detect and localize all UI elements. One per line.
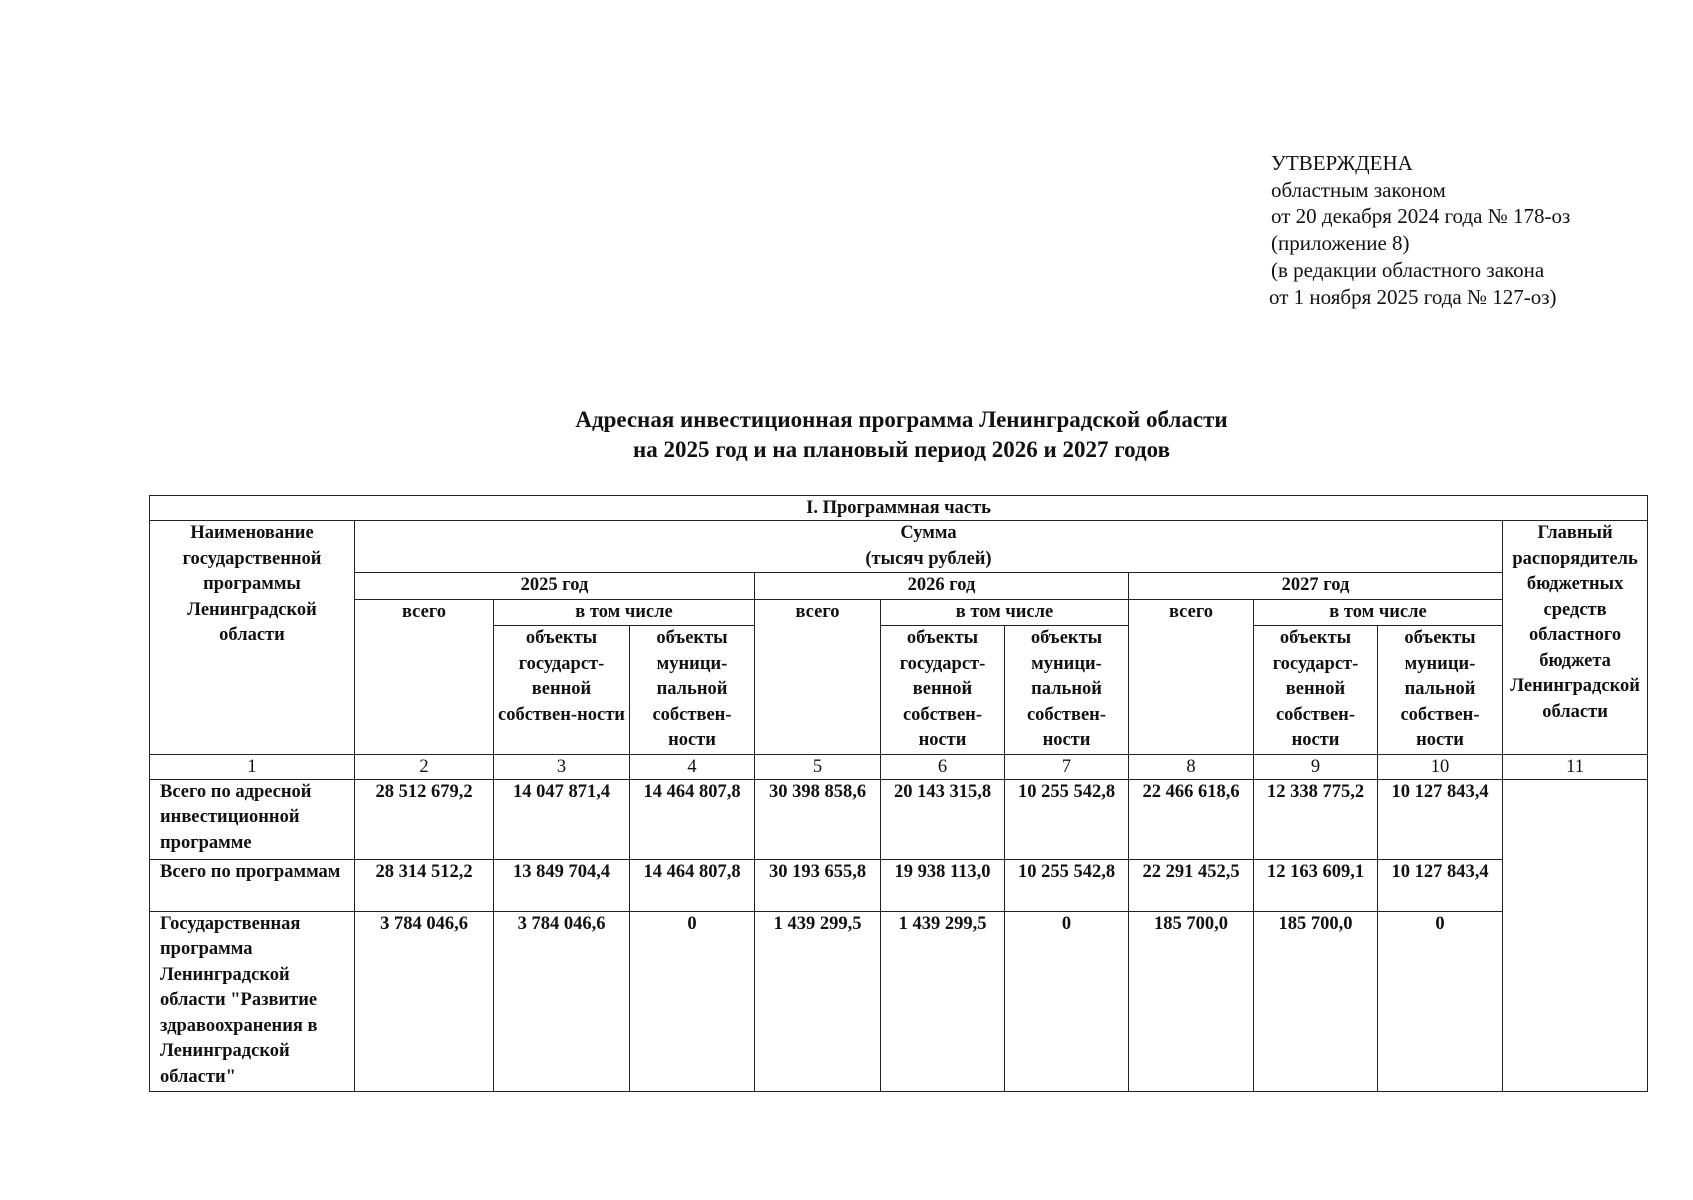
column-number: 6 [881,754,1005,779]
approval-line: областным законом [1271,177,1446,202]
header-municipal-objects: объекты муници-пальной собствен-ности [1005,626,1129,755]
row-name: Государственная программа Ленинградской области "Развитие здравоохранения в Ленинградской области" [150,911,355,1091]
header-state-objects: объекты государст-венной собствен-ности [881,626,1005,755]
header-municipal-objects: объекты муници-пальной собствен-ности [630,626,755,755]
row-value: 3 784 046,6 [355,911,494,1091]
row-value: 1 439 299,5 [755,911,881,1091]
row-value: 30 398 858,6 [755,779,881,859]
column-numbers-row [150,754,1648,779]
header-year: 2025 год [355,573,755,600]
table-row [150,911,1648,1091]
row-value: 22 466 618,6 [1129,779,1254,859]
header-municipal-objects: объекты муници-пальной собствен-ности [1378,626,1503,755]
row-value: 14 464 807,8 [630,779,755,859]
approval-stamp [1271,150,1570,310]
row-value: 1 439 299,5 [881,911,1005,1091]
row-value: 0 [630,911,755,1091]
header-year: 2027 год [1129,573,1503,600]
row-value: 10 255 542,8 [1005,779,1129,859]
title-line: на 2025 год и на плановый период 2026 и 2027 годов [633,437,1170,462]
main-manager-cell [1503,779,1648,1091]
header-state-objects: объекты государст-венной собствен-ности [494,626,630,755]
row-value: 0 [1378,911,1503,1091]
header-total: всего [355,599,494,754]
row-value: 10 255 542,8 [1005,859,1129,911]
column-number: 4 [630,754,755,779]
document-title [0,405,1693,465]
row-value: 22 291 452,5 [1129,859,1254,911]
row-value: 14 047 871,4 [494,779,630,859]
row-value: 185 700,0 [1129,911,1254,1091]
approval-line: от 1 ноября 2025 года № 127-оз) [1269,284,1557,309]
header-including: в том числе [494,599,755,626]
table-row [150,859,1648,911]
row-name: Всего по программам [150,859,355,911]
row-value: 20 143 315,8 [881,779,1005,859]
part-title: I. Программная часть [150,496,1648,521]
row-value: 14 464 807,8 [630,859,755,911]
row-value: 30 193 655,8 [755,859,881,911]
column-number: 7 [1005,754,1129,779]
row-value: 28 314 512,2 [355,859,494,911]
column-number: 5 [755,754,881,779]
approval-line: от 20 декабря 2024 года № 178-оз [1271,204,1571,228]
table-row [150,779,1648,859]
column-number: 8 [1129,754,1254,779]
approval-line: УТВЕРЖДЕНА [1271,151,1413,175]
header-total: всего [755,599,881,754]
header-including: в том числе [881,599,1129,626]
row-value: 13 849 704,4 [494,859,630,911]
header-total: всего [1129,599,1254,754]
row-value: 3 784 046,6 [494,911,630,1091]
row-value: 185 700,0 [1254,911,1378,1091]
row-value: 28 512 679,2 [355,779,494,859]
header-year: 2026 год [755,573,1129,600]
row-name: Всего по адресной инвестиционной программе [150,779,355,859]
header-sum-label: Сумма [900,523,957,543]
header-main-manager: Главный распорядитель бюджетных средств областного бюджета Ленинградской области [1503,521,1648,755]
row-value: 12 338 775,2 [1254,779,1378,859]
row-value: 10 127 843,4 [1378,859,1503,911]
header-sum [355,521,1503,573]
column-number: 2 [355,754,494,779]
header-including: в том числе [1254,599,1503,626]
row-value: 12 163 609,1 [1254,859,1378,911]
column-number: 10 [1378,754,1503,779]
row-value: 10 127 843,4 [1378,779,1503,859]
header-state-objects: объекты государст-венной собствен-ности [1254,626,1378,755]
approval-line: (приложение 8) [1271,230,1410,255]
row-value: 0 [1005,911,1129,1091]
header-program-name: Наименование государственной программы Ленинградской области [150,521,355,755]
column-number: 3 [494,754,630,779]
approval-line: (в редакции областного закона [1271,258,1545,282]
column-number: 1 [150,754,355,779]
row-value: 19 938 113,0 [881,859,1005,911]
header-sum-unit: (тысяч рублей) [865,548,992,569]
investment-program-table [149,495,1648,1092]
column-number: 11 [1503,754,1648,779]
title-line: Адресная инвестиционная программа Ленинградской области [575,407,1228,432]
column-number: 9 [1254,754,1378,779]
